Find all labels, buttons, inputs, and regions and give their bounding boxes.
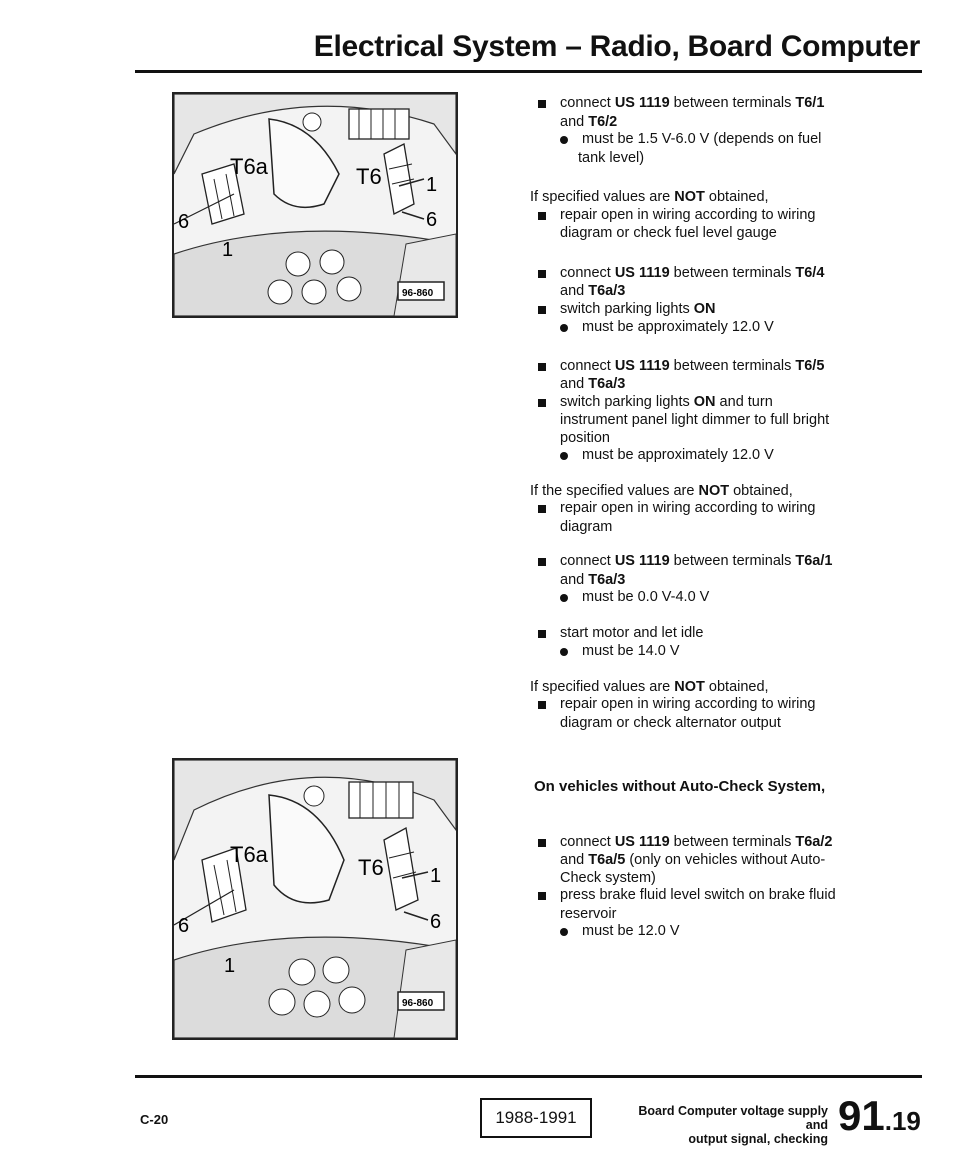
condition-text: If specified values are	[530, 678, 675, 695]
spec-text: must be approximately 12.0 V	[582, 319, 774, 335]
step-text: between terminals	[669, 95, 796, 111]
step-text: between terminals	[669, 264, 796, 281]
step-text: connect	[560, 95, 615, 111]
step-text: connect	[560, 553, 615, 569]
condition-text: obtained,	[704, 189, 769, 205]
round-bullet-icon	[560, 452, 568, 460]
tool-name: US 1119	[614, 833, 670, 850]
terminal-name: T6a/1	[795, 553, 833, 569]
square-bullet-icon	[538, 558, 546, 566]
condition-text: If the specified values are	[530, 482, 699, 499]
spec-text: must be 0.0 V-4.0 V	[582, 589, 710, 605]
spec-text: must be 14.0 V	[582, 643, 680, 659]
square-bullet-icon	[538, 270, 546, 278]
emphasis-text: NOT	[698, 482, 730, 499]
round-bullet-icon	[560, 648, 568, 656]
square-bullet-icon	[538, 306, 546, 314]
spec-text: tank level)	[578, 149, 645, 166]
terminal-name: T6a/3	[588, 571, 626, 588]
step-block	[538, 265, 888, 338]
page-number-sub: .19	[884, 1106, 921, 1136]
round-bullet-icon	[560, 136, 568, 144]
terminal-name: T6a/5	[588, 852, 626, 868]
step-text: connect	[560, 357, 615, 374]
round-bullet-icon	[560, 324, 568, 332]
step-text: switch parking lights	[560, 393, 694, 410]
terminal-name: T6a/2	[795, 833, 833, 850]
connector-illustration-bottom	[172, 758, 458, 1040]
label-pin-6-left: 6	[178, 915, 190, 937]
page-code: C-20	[140, 1112, 169, 1127]
emphasis-text: NOT	[674, 189, 705, 205]
step-text: and	[560, 283, 589, 299]
figure-code: 96-860	[402, 998, 434, 1009]
square-bullet-icon	[538, 399, 546, 407]
step-text: between terminals	[669, 833, 796, 850]
spec-text: must be approximately 12.0 V	[582, 447, 774, 463]
step-text: repair open in wiring according to wiring	[560, 500, 816, 516]
step-text: between terminals	[669, 357, 796, 374]
page-title: Electrical System – Radio, Board Computer	[313, 30, 920, 63]
label-t6a: T6a	[230, 842, 268, 867]
round-bullet-icon	[560, 594, 568, 602]
step-block	[538, 95, 888, 167]
label-pin-6-left: 6	[178, 211, 190, 233]
label-t6a: T6a	[230, 154, 268, 179]
step-text: repair open in wiring according to wiring	[560, 206, 816, 223]
step-block	[538, 358, 888, 466]
emphasis-text: ON	[693, 393, 716, 410]
step-text: between terminals	[669, 553, 796, 569]
spec-text: must be 12.0 V	[582, 923, 680, 939]
section-heading: On vehicles without Auto-Check System,	[534, 778, 826, 795]
condition-block	[530, 678, 888, 733]
terminal-name: T6a/3	[588, 376, 626, 392]
section-description	[618, 1104, 828, 1146]
round-bullet-icon	[560, 928, 568, 936]
label-pin-1-left: 1	[224, 955, 236, 977]
header-rule	[135, 70, 922, 73]
step-text: diagram	[560, 518, 613, 535]
connector-illustration-top	[172, 92, 458, 318]
emphasis-text: NOT	[674, 678, 705, 695]
step-text: and	[560, 376, 589, 392]
square-bullet-icon	[538, 630, 546, 638]
tool-name: US 1119	[614, 357, 670, 374]
step-text: diagram or check fuel level gauge	[560, 225, 777, 241]
spec-text: must be 1.5 V-6.0 V (depends on fuel	[582, 131, 822, 147]
square-bullet-icon	[538, 212, 546, 220]
step-text: diagram or check alternator output	[560, 714, 781, 731]
model-years-box: 1988-1991	[480, 1098, 592, 1138]
instrument-cluster-back-drawing	[174, 760, 456, 1038]
tool-name: US 1119	[614, 95, 670, 111]
procedure-text	[530, 95, 888, 959]
square-bullet-icon	[538, 100, 546, 108]
tool-name: US 1119	[614, 553, 670, 569]
condition-text: If specified values are	[530, 189, 675, 205]
step-text: and	[560, 852, 589, 868]
condition-text: obtained,	[729, 482, 793, 499]
footer-rule	[135, 1075, 922, 1078]
square-bullet-icon	[538, 892, 546, 900]
label-pin-6-right: 6	[430, 911, 442, 933]
square-bullet-icon	[538, 839, 546, 847]
step-block	[538, 553, 888, 608]
square-bullet-icon	[538, 363, 546, 371]
terminal-name: T6/2	[588, 113, 618, 130]
tool-name: US 1119	[614, 264, 670, 281]
label-t6: T6	[358, 855, 384, 880]
section-description-line: output signal, checking	[688, 1132, 828, 1146]
label-pin-6-right: 6	[426, 209, 438, 231]
figure-code: 96-860	[402, 288, 434, 299]
step-block	[538, 834, 888, 942]
instrument-cluster-back-drawing	[174, 94, 456, 316]
label-t6: T6	[356, 164, 382, 189]
condition-text: obtained,	[704, 678, 769, 695]
section-description-line: Board Computer voltage supply and	[638, 1104, 828, 1132]
page-number	[838, 1092, 921, 1140]
page-number-main: 91	[838, 1092, 885, 1139]
square-bullet-icon	[538, 505, 546, 513]
step-text: and	[560, 113, 589, 130]
square-bullet-icon	[538, 701, 546, 709]
step-text: and	[560, 571, 589, 588]
step-text: reservoir	[560, 905, 617, 922]
terminal-name: T6/4	[795, 264, 825, 281]
step-text: instrument panel light dimmer to full bright	[560, 412, 830, 428]
step-text: position	[560, 429, 610, 446]
step-text: start motor and let idle	[560, 624, 704, 641]
step-text: and turn	[715, 393, 773, 410]
step-text: press brake fluid level switch on brake fluid	[560, 887, 836, 903]
step-text: connect	[560, 833, 615, 850]
label-pin-1-right: 1	[430, 865, 442, 887]
label-pin-1-right: 1	[426, 174, 438, 196]
step-text: repair open in wiring according to wiring	[560, 696, 816, 712]
step-text: switch parking lights	[560, 300, 694, 317]
terminal-name: T6/1	[795, 95, 825, 111]
step-text: Check system)	[560, 869, 656, 886]
condition-block	[530, 482, 888, 537]
label-pin-1-left: 1	[222, 239, 234, 261]
terminal-name: T6/5	[795, 357, 825, 374]
step-text: connect	[560, 264, 615, 281]
condition-block	[530, 189, 888, 243]
terminal-name: T6a/3	[588, 283, 626, 299]
emphasis-text: ON	[693, 300, 716, 317]
step-text: (only on vehicles without Auto-	[625, 852, 826, 868]
step-block	[538, 625, 888, 662]
